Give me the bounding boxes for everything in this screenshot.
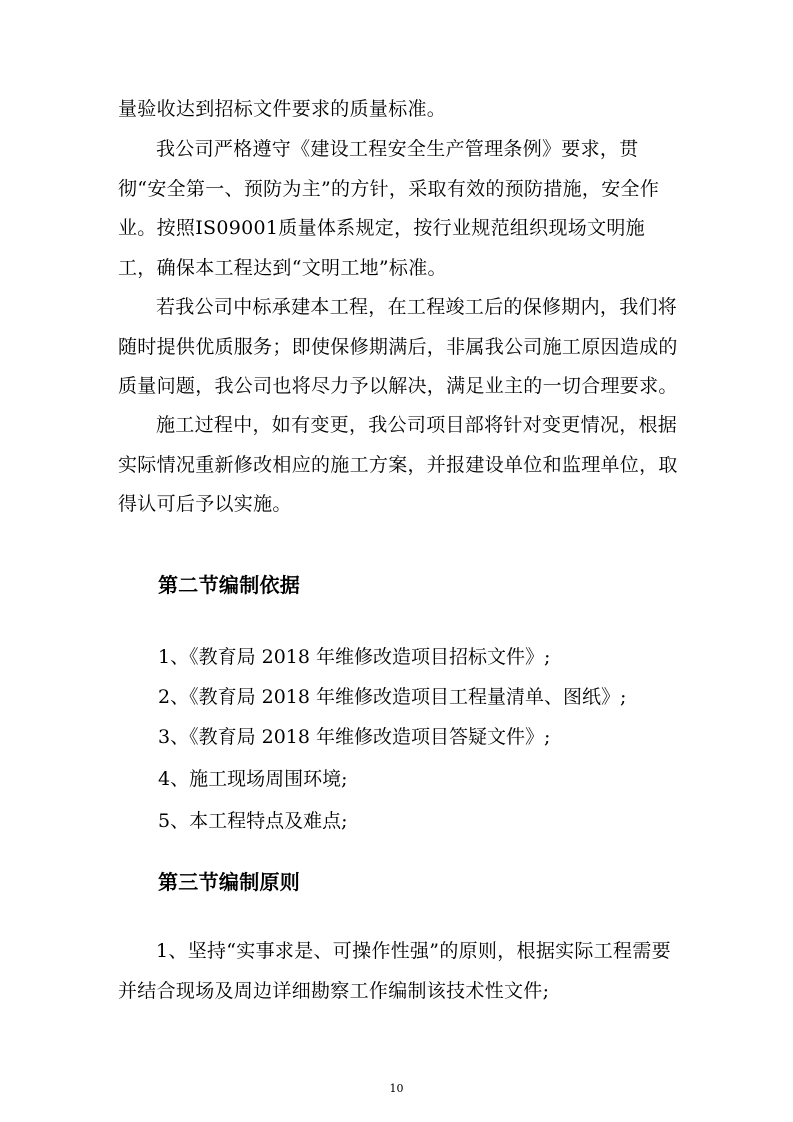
basis-item-1: 1、《教育局 2018 年维修改造项目招标文件》;: [158, 646, 551, 668]
basis-item-3: 3、《教育局 2018 年维修改造项目答疑文件》;: [158, 726, 551, 748]
basis-item-2: 2、《教育局 2018 年维修改造项目工程量清单、图纸》;: [158, 686, 627, 708]
section-heading-compilation-principles: 第三节编制原则: [158, 870, 301, 894]
section-heading-compilation-basis: 第二节编制依据: [158, 573, 301, 597]
paragraph-quality-standard: 量验收达到招标文件要求的质量标准。: [118, 98, 447, 120]
basis-item-5: 5、本工程特点及难点;: [158, 810, 348, 832]
paragraph-warranty-service: 若我公司中标承建本工程，在工程竣工后的保修期内，我们将随时提供优质服务；即使保修期满后，非属我公司施工原因造成的质量问题，我公司也将尽力予以解决，满足业主的一切合理要求。: [118, 296, 678, 397]
principle-item-1: 1、坚持“实事求是、可操作性强”的原则，根据实际工程需要并结合现场及周边详细勘察工作编制该技术性文件;: [118, 940, 671, 1002]
basis-item-4: 4、施工现场周围环境;: [158, 768, 348, 790]
paragraph-change-management: 施工过程中，如有变更，我公司项目部将针对变更情况，根据实际情况重新修改相应的施工方案，并报建设单位和监理单位，取得认可后予以实施。: [118, 414, 678, 515]
paragraph-safety-policy: 我公司严格遵守《建设工程安全生产管理条例》要求，贯彻“安全第一、预防为主”的方针，采取有效的预防措施，安全作业。按照IS09001质量体系规定，按行业规范组织现场文明施工，确保本工程达到“文明工地”标准。: [118, 138, 660, 279]
page-number: 10: [389, 1082, 404, 1095]
